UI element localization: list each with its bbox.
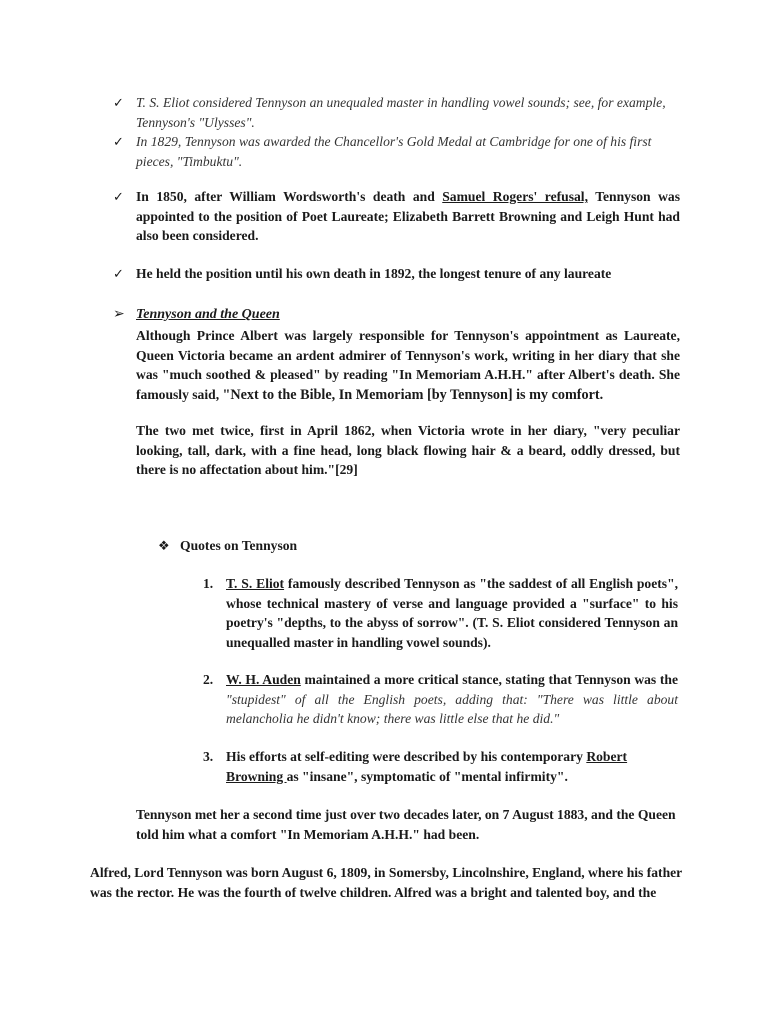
biography-paragraph: Alfred, Lord Tennyson was born August 6, 1809, in Somersby, Lincolnshire, England, where his father was the rector. He was the fourth of twelve children. Alfred was a bright and talented boy, and the xyxy=(90,865,682,900)
list-number: 2. xyxy=(203,672,214,687)
quote-item-2 xyxy=(226,670,678,729)
quotes-heading: Quotes on Tennyson xyxy=(180,538,298,553)
quote-3-text: His efforts at self-editing were described by his contemporary xyxy=(226,749,587,764)
arrow-bullet-icon: ➢ xyxy=(113,307,125,322)
list-number: 3. xyxy=(203,749,214,764)
checkmark-icon: ✓ xyxy=(113,95,124,110)
quote-item-1 xyxy=(226,574,678,652)
checkmark-icon: ✓ xyxy=(113,189,124,204)
bullet-eliot: T. S. Eliot considered Tennyson an unequaled master in handling vowel sounds; see, for example, Tennyson's "Ulysses". xyxy=(136,95,666,130)
queen-paragraph-1-text: Although Prince Albert was largely responsible for Tennyson's appointment as Laureate, Queen Victoria became an ardent admirer of Tennyson's work, writing in her diary that she was "much soothed & pleased" by reading "In Memoriam A.H.H." after Albert's death. She famously said, xyxy=(136,328,680,402)
bullet-tenure: He held the position until his own death in 1892, the longest tenure of any laureate xyxy=(136,266,612,281)
samuel-rogers-link[interactable]: Samuel Rogers' refusal, xyxy=(442,189,588,204)
quote-item-3 xyxy=(226,747,678,786)
checkmark-icon: ✓ xyxy=(113,134,124,149)
section-heading-queen: Tennyson and the Queen xyxy=(136,307,280,322)
quote-3-text-end: as "insane", symptomatic of "mental infirmity". xyxy=(286,768,568,784)
quote-1-text: famously described Tennyson as "the saddest of all English poets", whose technical mastery of verse and language provided a "surface" to his poetry's "depths, to the abyss of sorrow". (T. S. Eliot considered Tennyson an unequalled master in handling vowel sounds). xyxy=(226,576,679,650)
second-meeting-paragraph: Tennyson met her a second time just over two decades later, on 7 August 1883, and the Queen told him what a comfort "In Memoriam A.H.H." had been. xyxy=(136,807,676,842)
auden-quote: "stupidest" of all the English poets, adding that: "There was little about melancholia he didn't know; there was little else that he did." xyxy=(226,691,678,726)
quote-2-text: maintained a more critical stance, stating that Tennyson was the xyxy=(300,672,678,687)
checkmark-icon: ✓ xyxy=(113,266,124,281)
queen-paragraph-1 xyxy=(136,326,680,405)
diamond-bullet-icon: ❖ xyxy=(158,538,170,553)
wh-auden-link[interactable]: W. H. Auden xyxy=(226,672,301,687)
queen-paragraph-2: The two met twice, first in April 1862, when Victoria wrote in her diary, "very peculiar looking, tall, dark, with a fine head, long black flowing hair & a beard, oddly dressed, but there is no affectation about him."[29] xyxy=(136,423,680,477)
list-number: 1. xyxy=(203,576,214,591)
laureate-text-end: Tennyson was appointed to the position of Poet Laureate; Elizabeth Barrett Browning and Leigh Hunt had also been considered. xyxy=(136,189,680,243)
queen-bible-quote: "Next to the Bible, In Memoriam [by Tennyson] is my comfort. xyxy=(222,386,604,403)
laureate-text: In 1850, after William Wordsworth's death and xyxy=(136,189,443,204)
bullet-medal: In 1829, Tennyson was awarded the Chancellor's Gold Medal at Cambridge for one of his first pieces, "Timbuktu". xyxy=(136,134,652,169)
robert-browning-link[interactable]: Robert Browning xyxy=(226,749,628,784)
bullet-laureate xyxy=(136,187,680,246)
ts-eliot-link[interactable]: T. S. Eliot xyxy=(226,576,285,591)
